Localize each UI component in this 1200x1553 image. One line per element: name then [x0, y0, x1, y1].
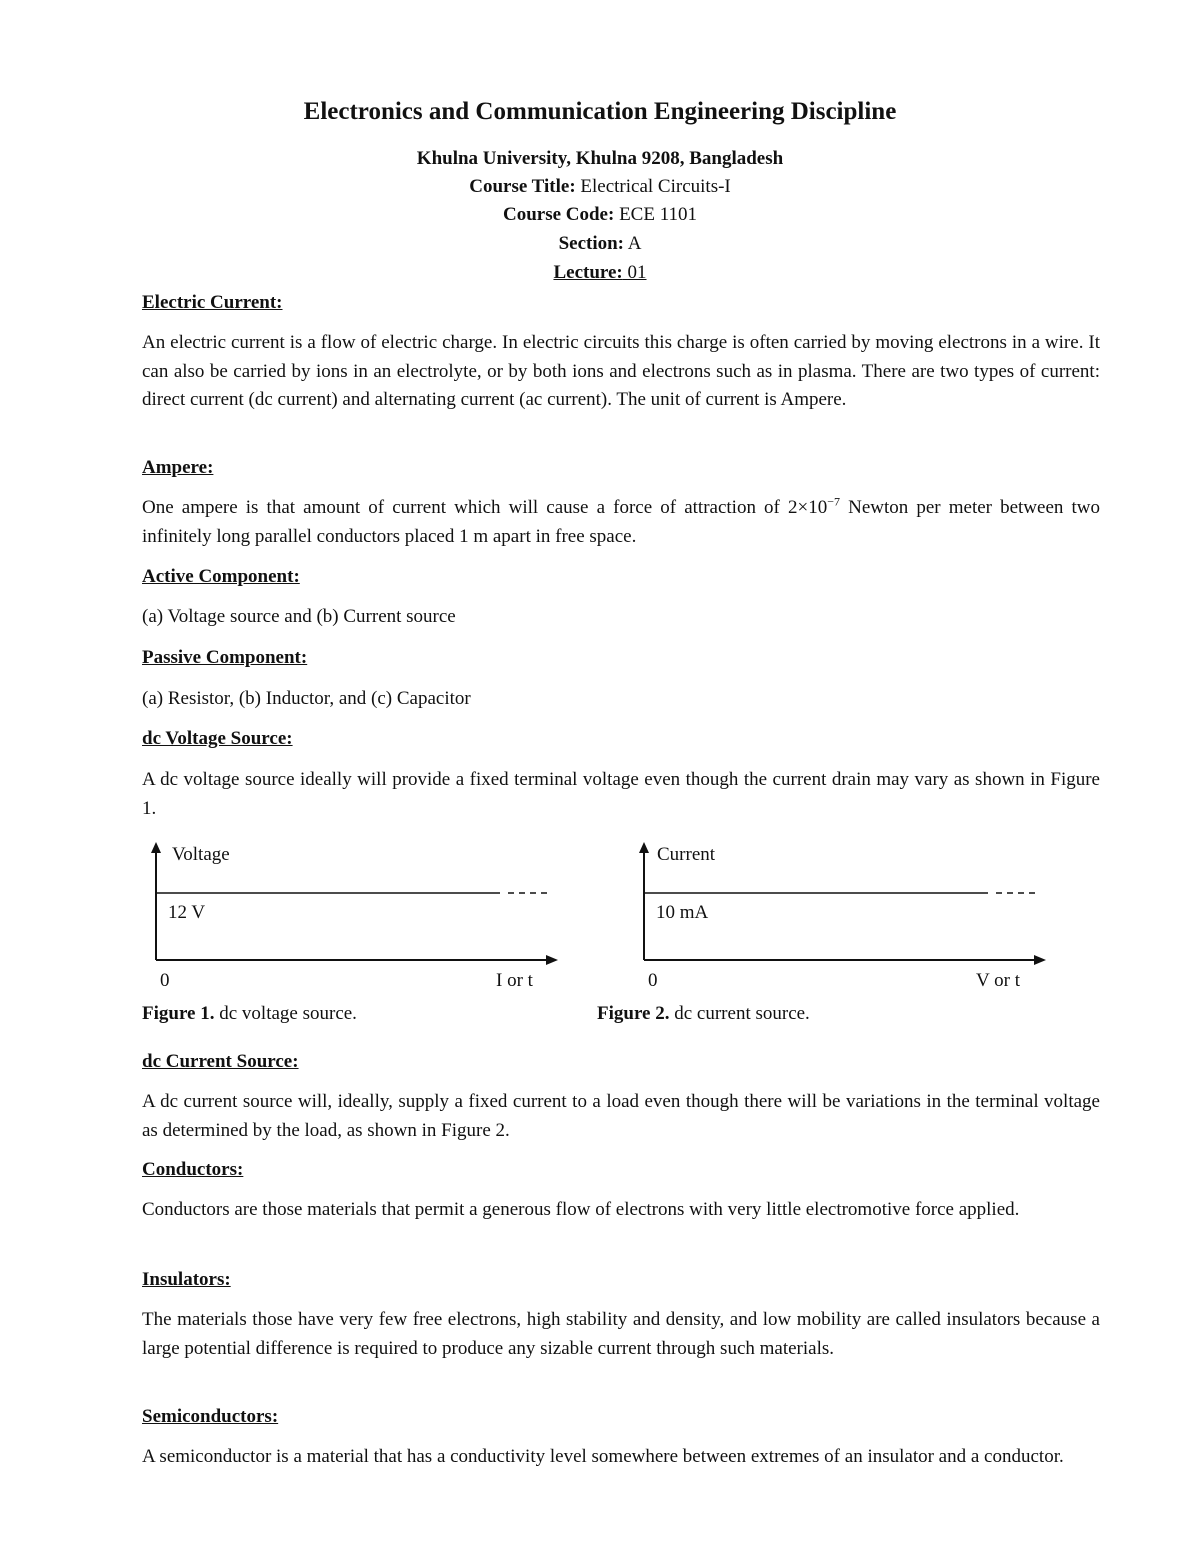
dc-current-source-text: A dc current source will, ideally, supply a fixed current to a load even though there will be variations in the terminal voltage as determined by the load, as shown in Figure 2. — [142, 1091, 1100, 1141]
ampere-heading: Ampere: — [142, 457, 214, 478]
active-component-heading: Active Component: — [142, 566, 300, 587]
electric-current-text: An electric current is a flow of electric charge. In electric circuits this charge is often carried by moving electrons in a wire. It can also be carried by ions in an electrolyte, or by both ions and electrons such as in plasma. There are two types of current: direct current (dc current) and alternating current (ac current). The unit of current is Ampere. — [142, 332, 1100, 410]
course-title-label: Course Title: — [469, 176, 576, 197]
origin-label: 0 — [160, 970, 170, 991]
page-title: Electronics and Communication Engineering Discipline — [303, 98, 897, 125]
x-axis-label: I or t — [496, 970, 533, 991]
lecture-value: 01 — [627, 262, 647, 283]
figure-1 — [140, 838, 570, 1003]
dc-voltage-source-text: A dc voltage source ideally will provide a fixed terminal voltage even though the current drain may vary as shown in Figure 1. — [142, 769, 1100, 819]
origin-label: 0 — [648, 970, 658, 991]
figure-1-caption-label: Figure 1. — [142, 1003, 215, 1024]
ampere-text-before: One ampere is that amount of current which will cause a force of attraction of 2×10 — [142, 497, 828, 518]
insulators-heading: Insulators: — [142, 1269, 231, 1290]
level-label: 12 V — [168, 902, 206, 923]
y-axis-arrow-icon — [151, 842, 161, 853]
electric-current-heading: Electric Current: — [142, 292, 283, 313]
x-axis-arrow-icon — [546, 955, 558, 965]
course-code-line — [0, 204, 1200, 226]
dc-voltage-source-heading: dc Voltage Source: — [142, 728, 293, 749]
y-axis-label: Current — [657, 844, 716, 865]
passive-component-text: (a) Resistor, (b) Inductor, and (c) Capacitor — [142, 688, 471, 709]
x-axis-arrow-icon — [1034, 955, 1046, 965]
course-title-value: Electrical Circuits-I — [580, 176, 731, 197]
ampere-text — [142, 494, 1100, 551]
section-label: Section: — [558, 233, 624, 254]
figure-2-caption-label: Figure 2. — [597, 1003, 670, 1024]
passive-component-heading: Passive Component: — [142, 647, 308, 668]
conductors-text: Conductors are those materials that permit a generous flow of electrons with very little electromotive force applied. — [142, 1199, 1020, 1220]
y-axis-label: Voltage — [172, 844, 230, 865]
lecture-line — [0, 262, 1200, 284]
figure-2-caption-text: dc current source. — [669, 1003, 810, 1024]
course-code-value: ECE 1101 — [619, 204, 698, 225]
ampere-text-after: Newton per meter between two infinitely long parallel conductors placed 1 m apart in free space. — [142, 497, 1101, 547]
figure-2 — [626, 838, 1056, 1003]
semiconductors-text: A semiconductor is a material that has a conductivity level somewhere between extremes of an insulator and a conductor. — [142, 1446, 1064, 1467]
active-component-text: (a) Voltage source and (b) Current source — [142, 606, 456, 627]
section-value: A — [627, 233, 642, 254]
dc-current-source-heading: dc Current Source: — [142, 1051, 299, 1072]
course-code-label: Course Code: — [502, 204, 615, 225]
university-line: Khulna University, Khulna 9208, Bangladesh — [416, 148, 784, 169]
x-axis-label: V or t — [976, 970, 1020, 991]
level-label: 10 mA — [656, 902, 709, 923]
course-title-line — [0, 176, 1200, 198]
semiconductors-heading: Semiconductors: — [142, 1406, 279, 1427]
ampere-exponent: −7 — [827, 494, 840, 509]
conductors-heading: Conductors: — [142, 1159, 244, 1180]
figure-1-caption — [142, 1003, 357, 1025]
insulators-text: The materials those have very few free electrons, high stability and density, and low mobility are called insulators because a large potential difference is required to produce any sizable current through such materials. — [142, 1309, 1100, 1359]
figure-2-caption — [597, 1003, 810, 1025]
section-line — [0, 233, 1200, 255]
y-axis-arrow-icon — [639, 842, 649, 853]
figure-1-caption-text: dc voltage source. — [214, 1003, 357, 1024]
lecture-label: Lecture: — [553, 262, 623, 283]
